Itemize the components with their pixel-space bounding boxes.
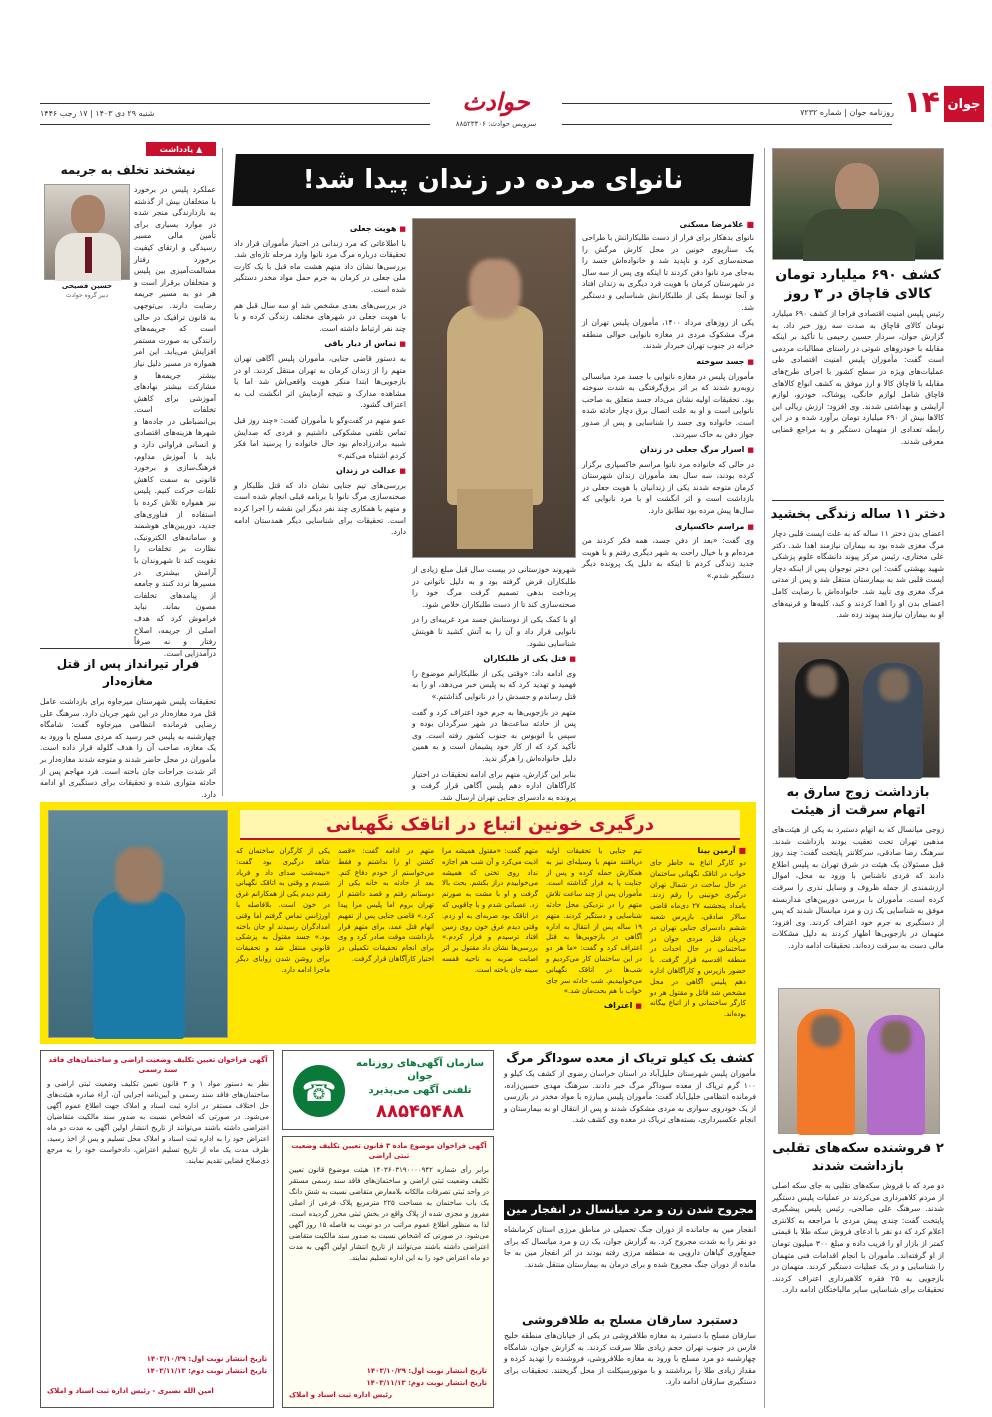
- main-story-left-separator: [222, 148, 223, 796]
- left-story-body: تحقیقات پلیس شهرستان میرجاوه برای بازداشت عامل قتل مرد مغازه‌دار در این شهر جریان دارد. سرهنگ علی رضایی فرمانده انتظامی میرجاوه گفت: شامگاه چهارشنبه به پلیس خبر رسید که مردی مسلح با ورود به یک مغازه، صاحب آن را هدف گلوله قرار داده است. مأموران در محل حاضر شدند و متوجه شدند مغازه‌دار بر اثر شدت جراحات جان باخته است. فرد مهاجم پس از حادثه متواری شده و تحقیقات برای دستگیری او ادامه دارد.: [40, 697, 216, 799]
- main-col3-sub3: ■ عدالت در زندان: [234, 465, 406, 478]
- bottom-s1-body: مأموران پلیس شهرستان خلیل‌آباد در استان خراسان رضوی از کشف یک کیلو و ۱۰۰ گرم تریاک از معده سوداگر مرگ خبر دادند. سرهنگ مهدی حسین‌زاده، فرمانده انتظامی خلیل‌آباد گفت: مأموران پلیس مبارزه با مواد مخدر در بازرسی از یک خودروی سواری به مردی مشکوک شدند و پس از انتقال او به بیمارستان و انجام عکسبرداری، بسته‌های تریاک در معده وی کشف شد.: [504, 1069, 756, 1125]
- left-divider: [40, 648, 216, 649]
- ad2-header: آگهی فراخوان تعیین تکلیف وضعیت اراضی و ساختمان‌های فاقد سند رسمی: [48, 1056, 268, 1074]
- banner-byline: [626, 846, 746, 855]
- main-col3-sub2: ■ تماس از دیار باقی: [234, 338, 406, 351]
- main-col3-p3: به دستور قاضی جنایی، مأموران پلیس آگاهی تهران متهم را از زندان کرمان به تهران منتقل کردند. او در بازجویی‌ها ابتدا منکر هویت واقعی‌اش شد اما با مشاهده مدارک و نتیجه آزمایش اثر انگشت لب به اعتراف گشود.: [234, 353, 406, 410]
- right-column-separator: [764, 148, 765, 1408]
- main-col2: [412, 564, 576, 802]
- main-col3-p4: عمو متهم در گفت‌وگو با مأموران گفت: «چند روز قبل تماس تلفنی مشکوکی داشتیم و فردی که صدایش شبیه برادرزاده‌ام بود حال خانواده را پرسید اما فکر کردم اشتباه می‌کنم.»: [234, 415, 406, 460]
- story4-title: ۲ فروشنده سکه‌های تقلبی بازداشت شدند: [772, 1141, 944, 1174]
- memo-badge-label: یادداشت: [159, 144, 194, 154]
- police-officer-photo: [772, 148, 944, 260]
- blurred-face-2: [879, 669, 909, 701]
- main-col1-p2: یکی از روزهای مرداد ۱۴۰۰، مأموران پلیس تهران از مرگ مشکوک مردی در مغازه نانوایی حوالی منطقه خزانه در جنوب تهران خبردار شدند.: [582, 318, 754, 351]
- section-logo: حوادث: [462, 88, 530, 116]
- story1-body: رئیس پلیس امنیت اقتصادی فراجا از کشف ۶۹۰ میلیارد تومان کالای قاچاق به صدت سه روز خبر داد. به گزارش جوان، سردار حسین رحیمی با تأکید بر اینکه مقابله با خودروهای شوتی در راستای مطالبات مردمی است گفت: مأموران پلیس امنیت اقتصادی طی عملیات‌های ویژه در سطح کشور با اجرای طرح‌های مقابله با قاچاق کالا و ارز موفق به کشف انواع کالاهای قاچاق شامل لوازم خانگی، پوشاک، خودرو، لوازم آرایشی و بهداشتی شدند. وی افزود: ارزش ریالی این کالاها بیش از ۶۹۰ میلیارد تومان برآورد شده و در این رابطه تعدادی از متهمان دستگیر و به مراجع قضایی معرفی شدند.: [772, 309, 945, 446]
- main-col1-lead: نانوای بدهکار برای فرار از دست طلبکارانش با طراحی یک سناریوی خونین در محل کارش مرگش را صحنه‌سازی کرد و ناپدید شد و خانواده‌اش جسد را به‌جای مرد نانوا دفن کردند تا اینکه وی پس از سه سال در شهرستان کرمان با هویت فرد دیگری به زندان افتاد و آنجا توسط یکی از طلبکارانش شناسایی و دستگیر شد.: [582, 233, 754, 312]
- paper-logo: [944, 86, 984, 122]
- bottom-news: [504, 1050, 756, 1410]
- ad3-date1: تاریخ انتشار نوبت اول: ۱۴۰۳/۱۰/۲۹: [366, 1367, 487, 1375]
- ad1-line2: تلفنی آگهی می‌پذیرد: [368, 1085, 472, 1096]
- masthead-rule-bottom-right: [562, 124, 892, 125]
- ad-notice-a: [282, 1136, 494, 1408]
- suspect-body-shape: [93, 891, 185, 1039]
- masthead-rule-top-right: [562, 103, 892, 104]
- bottom-s2-body: انفجار مین به جامانده از دوران جنگ تحمیلی در مناطق مرزی استان کرمانشاه دو نفر را به شدت مجروح کرد. به گزارش جوان، یک زن و مرد میانسال که برای جمع‌آوری گیاهان دارویی به منطقه مرزی رفته بودند در اثر انفجار مین به جا مانده از دوران جنگ مجروح شده و برای درمان به بیمارستان منتقل شدند.: [504, 1225, 756, 1269]
- main-col1-p5: وی گفت: «بعد از دفن جسد، همه فکر کردند من مرده‌ام و با خیال راحت به شهر دیگری رفتم و با هویت جدید زندگی کردم تا اینکه به دلیل یک پرونده دیگر دستگیر شدم.»: [582, 536, 754, 581]
- ad2-body: نظر به دستور مواد ۱ و ۳ قانون تعیین تکلیف وضعیت ثبتی اراضی و ساختمان‌های فاقد سند رسمی و آیین‌نامه اجرایی آن، آراء صادره هیئت‌های حل اختلاف مستقر در اداره ثبت اسناد و املاک جهت اطلاع عموم آگهی می‌شود. در صورتی که اشخاص نسبت به صدور سند مالکیت متقاضیان اعتراضی داشته باشند می‌توانند از تاریخ انتشار اولین آگهی به مدت دو ماه اعتراض خود را به اداره ثبت اسناد و املاک محل تسلیم و پس از اخذ رسید، ظرف مدت یک ماه از تاریخ تسلیم اعتراض، دادخواست خود را به مرجع ذی‌صلاح قضایی تقدیم نمایند.: [47, 1080, 269, 1165]
- main-story: [228, 148, 758, 802]
- byline-text: غلامرضا مسکنی: [679, 220, 744, 229]
- author-role: دبیر گروه حوادث: [65, 292, 109, 299]
- paper-logo-text: جوان: [947, 96, 981, 112]
- left-story-title: فرار تیرانداز پس از قتل مغازه‌دار: [56, 657, 200, 688]
- memo-body: عملکرد پلیس در برخورد با متخلفان بیش از گذشته به بازدارندگی منجر شده در موارد بسیاری برای تأمین مالی مسیر رسیدگی و ارتقای کیفیت برخورد رفتار مسالمت‌آمیزی بین پلیس و متخلفان برقرار است و هر دو به مسیر جریمه رضایت دارند. بی‌توجهی به قانون ترافیک در حالی است که جریمه‌های رانندگی به صورت مستمر افزایش می‌یابد. این امر همواره در مسیر دلیل نیاز بیشتر جریمه‌ها و مشارکت بیشتر نهادهای آموزشی برای کاهش تخلفات است. بی‌انضباطی در جاده‌ها و شهرها هزینه‌های اقتصادی و انسانی فراوانی دارد و باید با آموزش مداوم، فرهنگ‌سازی و برخورد قانونی به سمت کاهش تلفات حرکت کنیم. پلیس نیز همواره تلاش کرده با استفاده از فناوری‌های جدید، دوربین‌های هوشمند و سامانه‌های الکترونیک، نظارت بر تخلفات را تقویت کند تا شهروندان با آرامش بیشتری در مسیرها تردد کنند و جامعه از پیامدهای تخلفات مصون بماند. نباید فراموش کرد که هدف اصلی از جریمه، اصلاح رفتار و نه صرفاً درآمدزایی است.: [134, 185, 216, 658]
- bottom-s3-body: سارقان مسلح با دستبرد به مغازه طلافروشی در یکی از خیابان‌های منطقه خلیج فارس در جنوب تهران حجم زیادی طلا سرقت کردند. به گزارش جوان، شامگاه چهارشنبه دو مرد مسلح با ورود به مغازه طلافروشی، فروشنده را تهدید کرده و مقدار زیادی طلا را برداشتند و با موتورسیکلت از محل گریختند. تحقیقات برای دستگیری سارقان ادامه دارد.: [504, 1331, 756, 1387]
- masthead-rule-top: [40, 103, 430, 104]
- main-col1-p3: مأموران پلیس در مغازه نانوایی با جسد مرد میانسالی روبه‌رو شدند که بر اثر برق‌گرفتگی به شدت سوخته بود. تحقیقات اولیه نشان می‌داد جسد متعلق به صاحب نانوایی است و او به علت اتصال برق دچار حادثه شده است. خانواده وی جسد را شناسایی و پس از صدور جواز دفن به خاک سپردند.: [582, 371, 754, 439]
- author-name: حسین فصیحی: [61, 282, 113, 290]
- right-column: [770, 148, 946, 1408]
- service-line: سرویس حوادث: ۸۸۵۲۳۴۰۶: [455, 120, 537, 128]
- memo-arrow-icon: ▲: [196, 144, 203, 154]
- main-col2-p4: متهم در بازجویی‌ها به جرم خود اعتراف کرد و گفت پس از حادثه ساعت‌ها در شهر سرگردان بوده و سپس با اتوبوس به جنوب کشور رفته است. وی تأکید کرد که از کار خود پشیمان است و به همین دلیل خانواده‌اش را هرگز ندید.: [412, 707, 576, 763]
- blurred-face-1: [807, 665, 837, 697]
- banner-story: [40, 802, 756, 1044]
- banner-byline-icon: ■: [738, 846, 746, 855]
- main-col3-p1: با اطلاعاتی که مرد زندانی در اختیار مأموران قرار داد تحقیقات درباره مرگ مرد نانوا وارد مرحله تازه‌ای شد. بررسی‌ها نشان داد متهم هشت ماه قبل با یک کارت ملی جعلی در کرمان به جرم حمل مواد مخدر دستگیر شده است.: [234, 238, 406, 294]
- prisoner-body-shape: [447, 305, 543, 505]
- coin-sellers-photo: [778, 988, 940, 1134]
- main-col2-sub1: ■ قتل یکی از طلبکاران: [412, 653, 576, 666]
- story3-title: بازداشت زوج سارق به اتهام سرقت از هیئت: [786, 785, 930, 818]
- masthead-rule-bottom: [40, 124, 430, 125]
- suspect-photo: [48, 810, 228, 1038]
- ad1-header: سازمان آگهی‌های روزنامه جوان: [355, 1058, 485, 1082]
- right-divider-1: [772, 500, 944, 501]
- story4-body: دو مرد که با فروش سکه‌های تقلبی به جای سکه اصلی از مردم کلاهبرداری می‌کردند در عملیات پلیس دستگیر شدند. سرهنگ علی صالحی، رئیس پلیس پیشگیری پایتخت گفت: چندی پیش مردی با مراجعه به کلانتری اعلام کرد که دو نفر با ادعای فروش سکه طلا با قیمتی کمتر از بازار او را فریب داده و مبلغ ۳۰۰ میلیون تومان از او گرفته‌اند. مأموران با انجام اقدامات فنی متهمان را شناسایی و در یک عملیات دستگیر کردند. متهمان در بازجویی به ۲۵ فقره کلاهبرداری اعتراف کردند. تحقیقات برای شناسایی سایر مالباختگان ادامه دارد.: [772, 1181, 944, 1295]
- left-column: [40, 142, 216, 798]
- masthead: [0, 0, 992, 128]
- main-col3-sub1: ■ هویت جعلی: [234, 223, 406, 236]
- banner-byline-text: آرمین بینا: [697, 846, 736, 855]
- ad3-date2: تاریخ انتشار نوبت دوم: ۱۴۰۳/۱۱/۱۳: [366, 1379, 487, 1387]
- bottom-s3-title: دستبرد سارقان مسلح به طلافروشی: [521, 1313, 739, 1327]
- ad-sobscription: [282, 1050, 494, 1130]
- banner-col4: متهم در ادامه گفت: «قصد کشتن او را نداشتم و فقط می‌خواستم از خودم دفاع کنم. بعد از حادثه به خانه یکی از دوستانم رفتم و قصد داشتم از تهران بروم اما پلیس مرا پیدا کرد.» قاضی جنایی پس از تفهیم اتهام قتل عمد، برای متهم قرار بازداشت موقت صادر کرد و وی برای انجام تحقیقات تکمیلی در اختیار کارآگاهان قرار گرفت.: [338, 847, 434, 963]
- banner-title: درگیری خونین اتباع در اتاقک نگهبانی: [325, 814, 655, 835]
- main-col1: [582, 232, 754, 792]
- banner-col5: یکی از کارگران ساختمان که شاهد درگیری بود گفت: «نیمه‌شب صدای داد و فریاد شنیدم و وقتی به اتاقک نگهبانی رفتم دیدم یکی از همکارانم غرق در خون است. بلافاصله با اورژانس تماس گرفتم اما وقتی امدادگران رسیدند او جان باخته بود.» جسد مقتول به پزشکی قانونی منتقل شد و تحقیقات برای روشن شدن زوایای دیگر ماجرا ادامه دارد.: [236, 847, 330, 974]
- main-col2-p2: او با کمک یکی از دوستانش جسد مرد غریبه‌ای را در نانوایی قرار داد و آن را به آتش کشید تا هویتش شناسایی نشود.: [412, 615, 576, 648]
- date-line: شنبه ۲۹ دی ۱۴۰۳ | ۱۷ رجب ۱۴۴۶: [40, 109, 155, 118]
- story3-body: زوجی میانسال که به اتهام دستبرد به یکی از هیئت‌های مذهبی تهران تحت تعقیب بودند بازداشت شدند. سرهنگ رضا صادقی، سرکلانتر پایتخت گفت: چند روز قبل مسئولان یک هیئت در شرق تهران به پلیس اطلاع دادند که فردی ناشناس با ورود به محل، اموال ارزشمندی از جمله ظروف و وسایل نذری را سرقت کرده است. مأموران با بررسی دوربین‌های مداربسته موفق به شناسایی یک زن و مرد میانسال شدند که پس از دستگیری به جرم خود اعتراف کردند. وی افزود: متهمان در بازجویی‌ها اظهار کردند به دلیل مشکلات مالی دست به سرقت زده‌اند. تحقیقات ادامه دارد.: [772, 825, 944, 950]
- story2-title: دختر ۱۱ ساله زندگی بخشید: [770, 507, 946, 522]
- suspect-blurred-face: [115, 847, 163, 903]
- issue-info: روزنامه جوان | شماره ۷۲۳۲: [800, 108, 894, 117]
- ad2-sign: امین الله نصیری - رئیس اداره ثبت اسناد و املاک: [47, 1387, 214, 1395]
- prisoner-blurred-face: [469, 259, 521, 319]
- ad-notice-b: [40, 1050, 274, 1408]
- main-title: نانوای مرده در زندان پیدا شد!: [302, 165, 684, 195]
- officer-head-shape: [835, 163, 879, 215]
- page-number: ۱۴: [903, 85, 940, 120]
- main-col3-p5: بررسی‌های تیم جنایی نشان داد که قتل طلبکار و صحنه‌سازی مرگ نانوا با برنامه قبلی انجام شده است و متهم با همکاری چند نفر دیگر این نقشه را اجرا کرده است. تحقیقات برای شناسایی دیگر همدستان ادامه دارد.: [234, 480, 406, 537]
- memo-title: نیشخند تخلف به جریمه: [60, 163, 196, 177]
- main-col3-p2: در بررسی‌های بعدی مشخص شد او سه سال قبل هم با هویت جعلی در شهرهای مختلف زندگی کرده و با چند نفر ارتباط داشته است.: [234, 300, 406, 333]
- main-col1-sub2: ■ اسرار مرگ جعلی در زندان: [582, 444, 754, 457]
- ad1-phone-icon: ☎: [293, 1065, 345, 1117]
- ad1-phone: ۸۸۵۴۵۴۸۸: [376, 1101, 464, 1122]
- main-col2-p3: وی ادامه داد: «وقتی یکی از طلبکارانم موضوع را فهمید و تهدید کرد که به پلیس خبر می‌دهد، او را به قتل رساندم و جسدش را در نانوایی گذاشتم.»: [412, 668, 576, 701]
- banner-col2: [546, 846, 642, 1038]
- ad3-header: آگهی فراخوان موضوع ماده ۳ قانون تعیین تکلیف وضعیت ثبتی اراضی: [291, 1142, 487, 1160]
- blurred-face-3: [811, 1015, 841, 1047]
- bottom-s2-title: مجروح شدن زن و مرد میانسال در انفجار مین: [506, 1203, 754, 1216]
- ad3-sign: رئیس اداره ثبت اسناد و املاک: [289, 1391, 392, 1399]
- banner-col2-text: تیم جنایی با تحقیقات اولیه دریافتند متهم با وسیله‌ای تیز به همکارش حمله کرده و پس از جنایت پا به فرار گذاشته است. مأموران پس از چند ساعت تلاش متهم را در نزدیکی محل حادثه شناسایی و دستگیر کردند. متهم ۱۹ ساله پس از انتقال به اداره آگاهی در بازجویی‌ها به قتل اعتراف کرد و گفت: «ما هر دو در این ساختمان کار می‌کردیم و شب‌ها در اتاقک نگهبانی می‌خوابیدیم. شب حادثه سر جای خواب با هم بحث‌مان شد.»: [546, 847, 642, 996]
- ad3-body: برابر رأی شماره ۱۴۰۳۶۰۳۱۹۰۰۰۰۹۴۲ هیئت موضوع قانون تعیین تکلیف وضعیت ثبتی اراضی و ساختمان‌های فاقد سند رسمی مستقر در واحد ثبتی تصرفات مالکانه بلامعارض متقاضی نسبت به شش دانگ یک باب ساختمان به مساحت ۲۲۵ مترمربع پلاک فرعی از اصلی مفروز و مجزی شده از پلاک واقع در بخش ثبتی محرز گردیده است. لذا به منظور اطلاع عموم مراتب در دو نوبت به فاصله ۱۵ روز آگهی می‌شود. در صورتی که اشخاص نسبت به صدور سند مالکیت متقاضی اعتراضی داشته باشند می‌توانند از تاریخ انتشار اولین آگهی به مدت دو ماه اعتراض خود را به این اداره تسلیم نمایند.: [289, 1166, 490, 1262]
- memo-badge: [146, 142, 216, 156]
- story2-body: اعضای بدن دختر ۱۱ ساله که به علت ایست قلبی دچار مرگ مغزی شده بود به بیماران نیازمند اهدا شد. دکتر علی مختاری، رئیس مرکز پیوند دانشگاه علوم پزشکی شهید بهشتی گفت: این دختر نوجوان پس از اینکه دچار ایست قلبی شد به بیمارستان منتقل شد و پس از مدتی مرگ مغزی وی تأیید شد. خانواده‌اش با رضایت کامل اعضای بدن او را اهدا کردند و کبد، کلیه‌ها و قرنیه‌های او به بیماران نیازمند پیوند زده شد.: [772, 529, 944, 620]
- couple-thieves-photo: [778, 642, 940, 778]
- main-col1-sub3: ■ مراسم خاکسپاری: [582, 521, 754, 534]
- main-col1-sub1: ■ جسد سوخته: [582, 356, 754, 369]
- prisoner-legs-shape: [457, 489, 533, 549]
- story1-title: کشف ۶۹۰ میلیارد تومان کالای قاچاق در ۳ روز: [775, 267, 941, 302]
- byline: [584, 220, 754, 229]
- banner-col1: دو کارگر اتباع به خاطر جای خواب در اتاقک نگهبانی ساختمان در حال ساخت در شمال تهران درگیری خونینی را رقم زدند. بامداد پنجشنبه ۲۷ دی‌ماه قاضی سالار صادقی، بازپرس شعبه ششم دادسرای جنایی تهران در جریان قتل مردی جوان در ساختمانی در حال احداث در منطقه اقدسیه قرار گرفت. با حضور بازپرس و کارآگاهان اداره دهم پلیس آگاهی در محل مشخص شد قاتل و مقتول هر دو کارگر ساختمانی و از اتباع بیگانه بوده‌اند.: [650, 859, 746, 1019]
- ad2-date2: تاریخ انتشار نوبت دوم: ۱۴۰۳/۱۱/۱۳: [146, 1367, 267, 1375]
- main-col3: [234, 220, 406, 792]
- banner-col2-sub: ■ اعتراف: [546, 1001, 642, 1012]
- byline-square-icon: ■: [746, 220, 754, 229]
- blurred-face-4: [881, 1021, 911, 1053]
- ad2-date1: تاریخ انتشار نوبت اول: ۱۴۰۳/۱۰/۲۹: [146, 1355, 267, 1363]
- main-col1-p4: در حالی که خانواده مرد نانوا مراسم خاکسپاری برگزار کرده بودند، سه سال بعد مأموران زندان شهرستان کرمان متوجه شدند یکی از زندانیان با هویت جعلی در بازداشت است و اثر انگشت او با مرد نانوایی که سال‌ها پیش مرده بود تطابق دارد.: [582, 459, 754, 516]
- main-col2-p5: بنابر این گزارش، متهم برای ادامه تحقیقات در اختیار کارآگاهان اداره دهم پلیس آگاهی قرار گرفت و پرونده به دادسرای جنایی تهران ارسال شد.: [412, 769, 576, 802]
- officer-uniform-shape: [803, 209, 915, 261]
- main-col2-p1: شهروند خوزستانی در بیست سال قبل مبلغ زیادی از طلبکاران قرض گرفته بود و به دلیل ناتوانی در پرداخت بدهی تصمیم گرفت مرگ خود را صحنه‌سازی کند تا از دست طلبکاران خلاص شود.: [412, 565, 576, 609]
- bottom-s1-title: کشف یک کیلو تریاک از معده سوداگر مرگ: [506, 1051, 754, 1065]
- prisoner-photo: [412, 218, 576, 558]
- banner-col3: متهم گفت: «مقتول همیشه مرا اذیت می‌کرد و آن شب هم اجازه نداد روی تختی که همیشه می‌خوابیدم دراز بکشم. بحث بالا گرفت و او با مشت به صورتم زد. عصبانی شدم و با چاقویی که در اتاقک بود ضربه‌ای به او زدم. وقتی دیدم غرق خون روی زمین افتاد ترسیدم و فرار کردم.» بررسی‌ها نشان داد مقتول بر اثر اصابت ضربه به ناحیه قفسه سینه جان باخته است.: [442, 847, 538, 974]
